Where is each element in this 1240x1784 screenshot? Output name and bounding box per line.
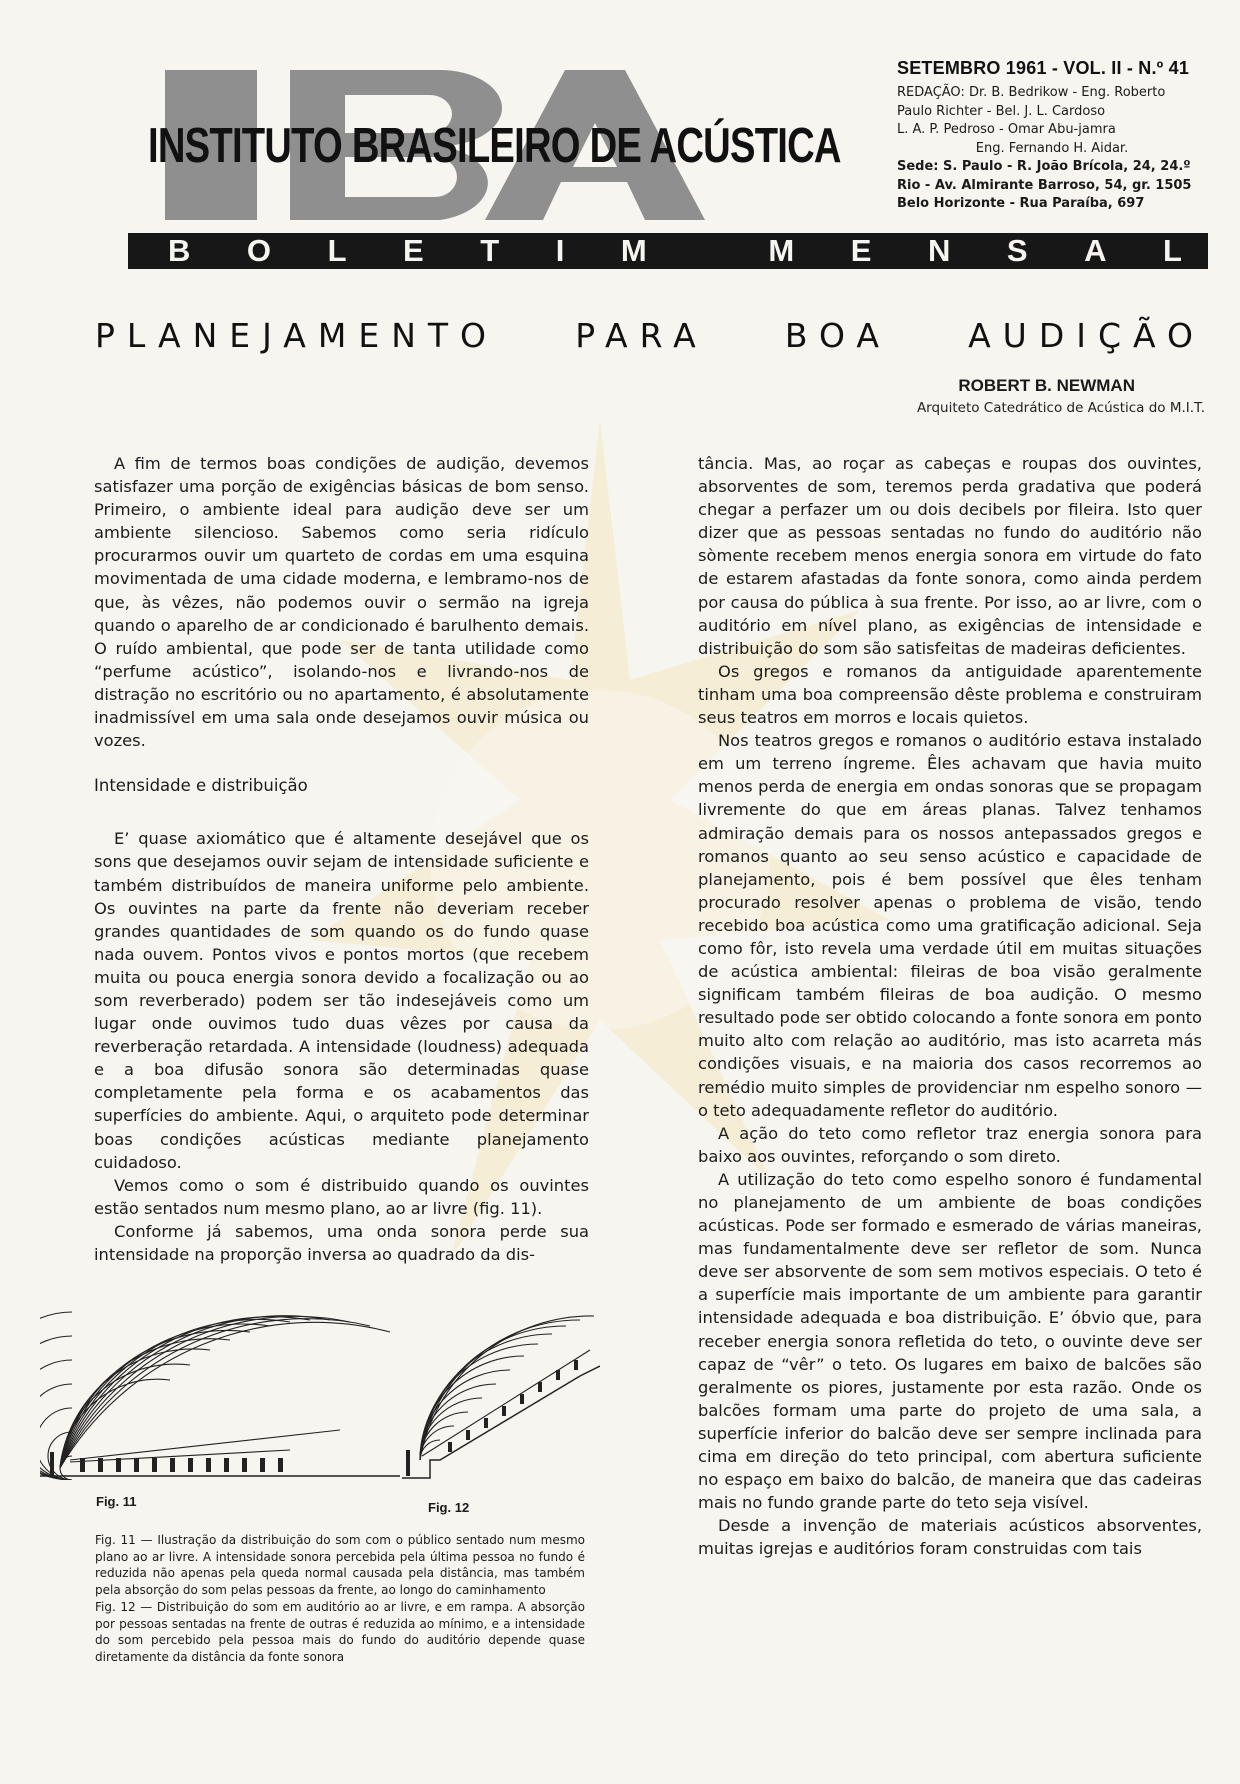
- masthead-line: REDAÇÃO: Dr. B. Bedrikow - Eng. Roberto: [897, 85, 1166, 100]
- paragraph: Os gregos e romanos da antiguidade aparentemente tinham uma boa compreensão dêste problema e construiram seus teatros em morros e locais quietos.: [698, 661, 1202, 728]
- title-word: PARA: [575, 316, 708, 355]
- banner-letter: N: [927, 233, 951, 268]
- paragraph: Conforme já sabemos, uma onda sonora perde sua intensidade na proporção inversa ao quadrado da dis-: [94, 1221, 589, 1264]
- title-word: BOA: [784, 316, 891, 355]
- figure-captions: [95, 1532, 585, 1666]
- author-role: Arquiteto Catedrático de Acústica do M.I.T.: [916, 400, 1205, 416]
- right-column: [698, 452, 1202, 1561]
- banner-letter: L: [327, 233, 347, 268]
- fig11-sound-distribution-diagram: [40, 1310, 400, 1480]
- figures: [40, 1310, 600, 1520]
- banner-letter: M: [620, 233, 647, 268]
- paragraph: Nos teatros gregos e romanos o auditório estava instalado em um terreno íngreme. Êles achavam que havia muito menos perda de energia em ondas sonoras que se propagam livremente do que em áreas planas. Talvez tenhamos admiração demais para os nossos antepassados gregos e romanos quanto ao seu senso acústico e capacidade de planejamento, pois é bem possível que êles tenham procurado resolver apenas o problema de visão, tendo recebido boa acústica como uma gratificação adicional. Seja como fôr, isto revela uma verdade útil em muitas situações de acústica ambiental: fileiras de boa visão geralmente significam também fileiras de boa audição. O mesmo resultado pode ser obtido colocando a fonte sonora em ponto muito alto com relação ao auditório, mas isto acarreta más condições visuais, e na maioria dos casos recorremos ao remédio muito simples de providenciar nm espelho sonoro — o teto adequadamente refletor do auditório.: [698, 731, 1202, 1120]
- banner-letter: A: [1084, 233, 1107, 268]
- paragraph: tância. Mas, ao roçar as cabeças e roupas dos ouvintes, absorventes de som, teremos perda gradativa que poderá chegar a perfazer um ou dois decibels por fileira. Isto quer dizer que as pessoas sentadas no fundo do auditório não sòmente recebem menos energia sonora em virtude do fato de estarem afastadas da fonte sonora, como ainda perdem por causa do pública à sua frente. Por isso, ao ar livre, com o auditório em nível plano, as exigências de intensidade e distribuição do som são satisfeitas de madeiras deficientes.: [698, 454, 1202, 658]
- banner-letter: M: [768, 233, 795, 268]
- author-name: ROBERT B. NEWMAN: [958, 376, 1135, 395]
- paragraph: A ação do teto como refletor traz energia sonora para baixo aos ouvintes, reforçando o som direto.: [698, 1123, 1202, 1166]
- banner-letter: I: [555, 233, 565, 268]
- article-title: [95, 316, 1205, 355]
- fig12-raked-auditorium-diagram: [400, 1310, 600, 1480]
- banner-letter: B: [168, 233, 191, 268]
- paragraph: A fim de termos boas condições de audição, devemos satisfazer uma porção de exigências básicas de bom senso. Primeiro, o ambiente ideal para audição deve ser um ambiente silencioso. Sabemos como seria ridículo procurarmos ouvir um quarteto de cordas em uma esquina movimentada de uma cidade moderna, e lembramo-nos de que, às vêzes, não podemos ouvir o sermão na igreja quando o aparelho de ar condicionado é barulhento demais. O ruído ambiental, que pode ser de tanta utilidade como “perfume acústico”, isolando-nos e livrando-nos de distração no escritório ou no apartamento, é absolutamente inadmissível em uma sala onde desejamos ouvir música ou vozes.: [94, 454, 589, 751]
- title-word: AUDIÇÃO: [968, 316, 1205, 355]
- masthead-line: L. A. P. Pedroso - Omar Abu-jamra: [897, 122, 1116, 137]
- banner-letter: T: [480, 233, 500, 268]
- paragraph: Desde a invenção de materiais acústicos absorventes, muitas igrejas e auditórios foram construidas com tais: [698, 1516, 1202, 1559]
- banner-letter: E: [403, 233, 424, 268]
- masthead-info: [897, 84, 1207, 214]
- banner-letter: E: [850, 233, 872, 268]
- logo-block: [140, 60, 860, 230]
- paragraph: Vemos como o som é distribuido quando os ouvintes estão sentados num mesmo plano, ao ar livre (fig. 11).: [94, 1175, 589, 1218]
- masthead-line: Sede: S. Paulo - R. João Brícola, 24, 24.º: [897, 159, 1191, 174]
- institute-name: INSTITUTO BRASILEIRO DE ACÚSTICA: [148, 119, 841, 173]
- left-column: [94, 452, 589, 1266]
- banner-letter: S: [1006, 233, 1028, 268]
- section-heading: Intensidade e distribuição: [94, 776, 308, 796]
- issue-date-volume: SETEMBRO 1961 - VOL. II - N.º 41: [897, 58, 1190, 78]
- masthead-line: Eng. Fernando H. Aidar.: [975, 140, 1129, 156]
- banner-letter: L: [1163, 233, 1182, 268]
- boletim-mensal-banner: [128, 233, 1208, 269]
- paragraph: A utilização do teto como espelho sonoro é fundamental no planejamento de um ambiente de boas condições acústicas. Pode ser formado e esmerado de várias maneiras, mas fundamentalmente deve ser refletor de som. Nunca deve ser absorvente de som sem motivos especiais. O teto é a superfície mais importante de um ambiente para garantir intensidade adequada e boa distribuição. E’ óbvio que, para receber energia sonora refletida do teto, o ouvinte deve ser capaz de “vêr” o teto. Os lugares em baixo de balcões são geralmente os piores, justamente por esta razão. Onde os balcões formam uma parte do projeto de uma sala, a superfície inferior do balcão deve ser sempre inclinada para cima em direção do teto principal, com abertura suficiente no espaço em baixo do balcão, de maneira que das cadeiras mais no fundo grande parte do teto seja visível.: [698, 1169, 1202, 1513]
- caption-fig12: Fig. 12 — Distribuição do som em auditório ao ar livre, e em rampa. A absorção por pessoas sentadas na frente de outras é reduzida ao mínimo, e a intensidade do som percebido pela pessoa mais do fundo do auditório depende quase diretamente da distância da fonte sonora: [95, 1599, 585, 1664]
- fig12-label: Fig. 12: [428, 1500, 470, 1515]
- title-word: PLANEJAMENTO: [95, 316, 499, 355]
- caption-fig11: Fig. 11 — Ilustração da distribuição do som com o público sentado num mesmo plano ao ar livre. A intensidade sonora percebida pela última pessoa no fundo é reduzida não apenas pela queda normal causada pela distância, mas também pela absorção do som pelas pessoas da frente, ao longo do caminhamento: [95, 1533, 585, 1598]
- masthead-line: Belo Horizonte - Rua Paraíba, 697: [897, 196, 1145, 211]
- fig11-label: Fig. 11: [96, 1494, 137, 1509]
- masthead-line: Rio - Av. Almirante Barroso, 54, gr. 1505: [897, 177, 1192, 193]
- masthead-line: Paulo Richter - Bel. J. L. Cardoso: [897, 103, 1106, 119]
- banner-letter: O: [246, 233, 272, 268]
- banner-space: [703, 233, 712, 269]
- paragraph: E’ quase axiomático que é altamente desejável que os sons que desejamos ouvir sejam de intensidade suficiente e também distribuídos de maneira uniforme pelo ambiente. Os ouvintes na parte da frente não deveriam receber grandes quantidades de som quando os do fundo quase nada ouvem. Pontos vivos e pontos mortos (que recebem muita ou pouca energia sonora devido a focalização ou ao som reverberado) podem ser tão indesejáveis como um lugar onde ouvimos tudo duas vêzes por causa da reverberação retardada. A intensidade (loudness) adequada e a boa difusão sonora são determinadas quase completamente pela forma e os acabamentos das superfícies do ambiente. Aqui, o arquiteto pode determinar boas condições acústicas mediante planejamento cuidadoso.: [94, 829, 589, 1172]
